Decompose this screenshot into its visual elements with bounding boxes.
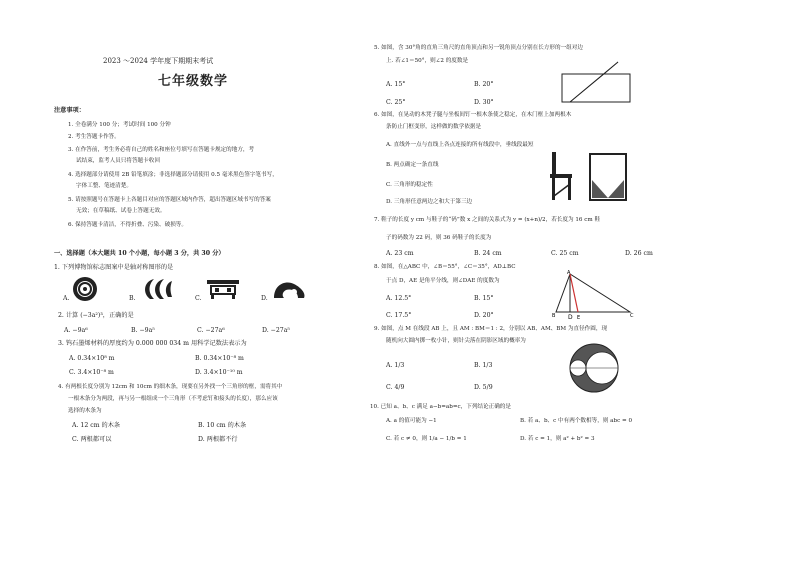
q7-option-b: B. 24 cm	[474, 250, 502, 257]
q5-stem-line: 上. 若∠1＝50°，则∠2 的度数是	[386, 58, 469, 64]
q4-stem-line: 一根木条分为两段，再与另一根组成一个三角形（不考虑钉和接头的长度），那么应该	[68, 396, 278, 402]
q8-figure	[546, 270, 636, 320]
svg-text:C: C	[630, 313, 634, 319]
q10-option-d: D. 若 c = 1，则 a² + b² = 3	[520, 436, 595, 442]
q8-option-d: D. 20°	[474, 312, 494, 319]
q9-option-a: A. 1/3	[386, 362, 405, 369]
q1-option-a: A.	[63, 295, 70, 302]
note-item: 6. 保持答题卡清洁，不得折叠、污染、破损等。	[68, 222, 187, 228]
q5-stem-line: 5. 如图，含 30°角的直角三角尺的直角顶点和另一锐角顶点分别在长方形的一组对边	[374, 45, 583, 51]
q7-stem-line: 7. 鞋子的长度 y cm 与鞋子的“码”数 x 之间的关系式为 y = (x+n)/2，若长度为 16 cm 鞋	[374, 217, 601, 223]
right-column	[360, 0, 794, 561]
q4-option-b: B. 10 cm 的木条	[198, 422, 247, 429]
q8-stem-line: 8. 如图，在△ABC 中，∠B＝55°，∠C＝35°，AD⊥BC	[374, 264, 516, 270]
q8-option-c: C. 17.5°	[386, 312, 412, 319]
q9-option-d: D. 5/9	[474, 384, 493, 391]
q6-option-c: C. 三角形的稳定性	[386, 182, 433, 188]
note-item: 字体工整、笔迹清楚。	[76, 183, 132, 189]
q2-option-b: B. −9a⁵	[131, 327, 155, 334]
q7-stem-line: 子的码数为 22 码，则 36 码鞋子的长度为	[386, 235, 492, 241]
q5-option-a: A. 15°	[386, 81, 406, 88]
logo-a-image	[72, 276, 98, 302]
q9-figure	[566, 342, 622, 394]
q10-option-b: B. 若 a、b、c 中有两个数相等，则 abc = 0	[520, 418, 633, 424]
q1-option-c: C.	[195, 295, 202, 302]
q3-option-a: A. 0.34×10⁸ m	[69, 355, 115, 362]
note-item: 2. 考生答题卡作答。	[68, 134, 120, 140]
logo-b-image	[140, 277, 174, 301]
q6-figure	[546, 150, 632, 202]
q10-option-c: C. 若 c ≠ 0，则 1/a − 1/b = 1	[386, 436, 467, 442]
q8-option-a: A. 12.5°	[386, 295, 412, 302]
q6-option-a: A. 直线外一点与直线上各点连接的所有线段中，垂线段最短	[386, 142, 534, 148]
q1-option-d: D.	[261, 295, 268, 302]
q3-option-c: C. 3.4×10⁻⁸ m	[69, 369, 114, 376]
q2-stem: 2. 计算 (−3a²)³，正确的是	[58, 312, 134, 319]
q2-option-c: C. −27a⁶	[197, 327, 225, 334]
svg-text:B: B	[552, 313, 556, 319]
q4-option-a: A. 12 cm 的木条	[72, 422, 121, 429]
note-item: 3. 在作答前，考生务必将自己的姓名和座位号填写在答题卡规定的地方，考	[68, 147, 255, 153]
q2-option-d: D. −27a⁵	[262, 327, 290, 334]
page-title: 七年级数学	[158, 74, 229, 89]
svg-text:E: E	[577, 315, 581, 320]
q4-option-d: D. 两根都不行	[198, 436, 238, 443]
q7-option-a: A. 23 cm	[386, 250, 414, 257]
q10-stem: 10. 已知 a、b、c 满足 a−b=ab=c，下列结论正确的是	[370, 404, 511, 410]
q6-stem-line: 条防止门框变形，这样做的数学依据是	[386, 124, 482, 130]
q4-stem-line: 4. 有两根长度分别为 12cm 和 10cm 的细木条，现要在另外找一个三角形的框，需将其中	[58, 384, 283, 390]
q10-option-a: A. a 的值可能为 −1	[386, 418, 437, 424]
svg-text:D: D	[568, 314, 573, 320]
note-item: 4. 选择题部分请使用 2B 铅笔填涂；非选择题部分请使用 0.5 毫米黑色签字笔书写，	[68, 172, 278, 178]
q7-option-c: C. 25 cm	[551, 250, 579, 257]
q2-option-a: A. −9a⁶	[64, 327, 88, 334]
notes-heading: 注意事项：	[54, 107, 85, 114]
q5-option-b: B. 20°	[474, 81, 494, 88]
q1-option-b: B.	[129, 295, 136, 302]
left-column	[0, 0, 360, 561]
q7-option-d: D. 26 cm	[625, 250, 653, 257]
q3-option-d: D. 3.4×10⁻¹⁰ m	[195, 369, 243, 376]
q4-stem-line: 选择的木条为	[68, 408, 102, 414]
q4-option-c: C. 两根都可以	[72, 436, 112, 443]
year-line: 2023 ～2024 学年度下期期末考试	[103, 57, 214, 65]
note-item: 1. 全卷满分 100 分；考试时间 100 分钟	[68, 122, 171, 128]
note-item: 5. 请按照题号在答题卡上各题目对应的答题区域内作答，超出答题区域书写的答案	[68, 197, 271, 203]
q5-option-d: D. 30°	[474, 99, 494, 106]
q9-option-c: C. 4/9	[386, 384, 405, 391]
q8-stem-line: 于点 D，AE 是角平分线，则∠DAE 的度数为	[386, 278, 500, 284]
q9-stem-line: 9. 如图，点 M 在线段 AB 上，且 AM : BM＝1 : 2，分别以 AB、AM、BM 为直径作圆，现	[374, 326, 608, 332]
section-heading: 一、选择题（本大题共 10 个小题，每小题 3 分，共 30 分）	[54, 250, 225, 257]
note-item: 无效；在草稿纸、试卷上答题无效。	[76, 208, 166, 214]
svg-text:A: A	[567, 270, 571, 276]
note-item: 试结束，监考人员只将答题卡收回	[76, 158, 160, 164]
logo-c-image	[205, 278, 241, 300]
logo-d-image	[272, 278, 308, 300]
q6-option-b: B. 两点确定一条直线	[386, 162, 439, 168]
q5-option-c: C. 25°	[386, 99, 406, 106]
q9-option-b: B. 1/3	[474, 362, 493, 369]
q9-stem-line: 随机向大圆内掷一枚小针，则针尖落在阴影区域的概率为	[386, 338, 526, 344]
q6-option-d: D. 三角形任意两边之和大于第三边	[386, 199, 473, 205]
q3-stem: 3. 钨石墨烯材料的厚度约为 0.000 000 034 m 用科学记数法表示为	[58, 340, 247, 347]
q8-option-b: B. 15°	[474, 295, 494, 302]
q6-stem-line: 6. 如图，在晃动的木凳子腿与坐板间钉一根木条使之稳定，在木门框上加两根木	[374, 112, 572, 118]
q5-figure	[560, 58, 632, 104]
q3-option-b: B. 0.34×10⁻⁸ m	[195, 355, 244, 362]
q1-stem: 1. 下列博物馆标志图案中是轴对称图形的是	[54, 264, 174, 271]
